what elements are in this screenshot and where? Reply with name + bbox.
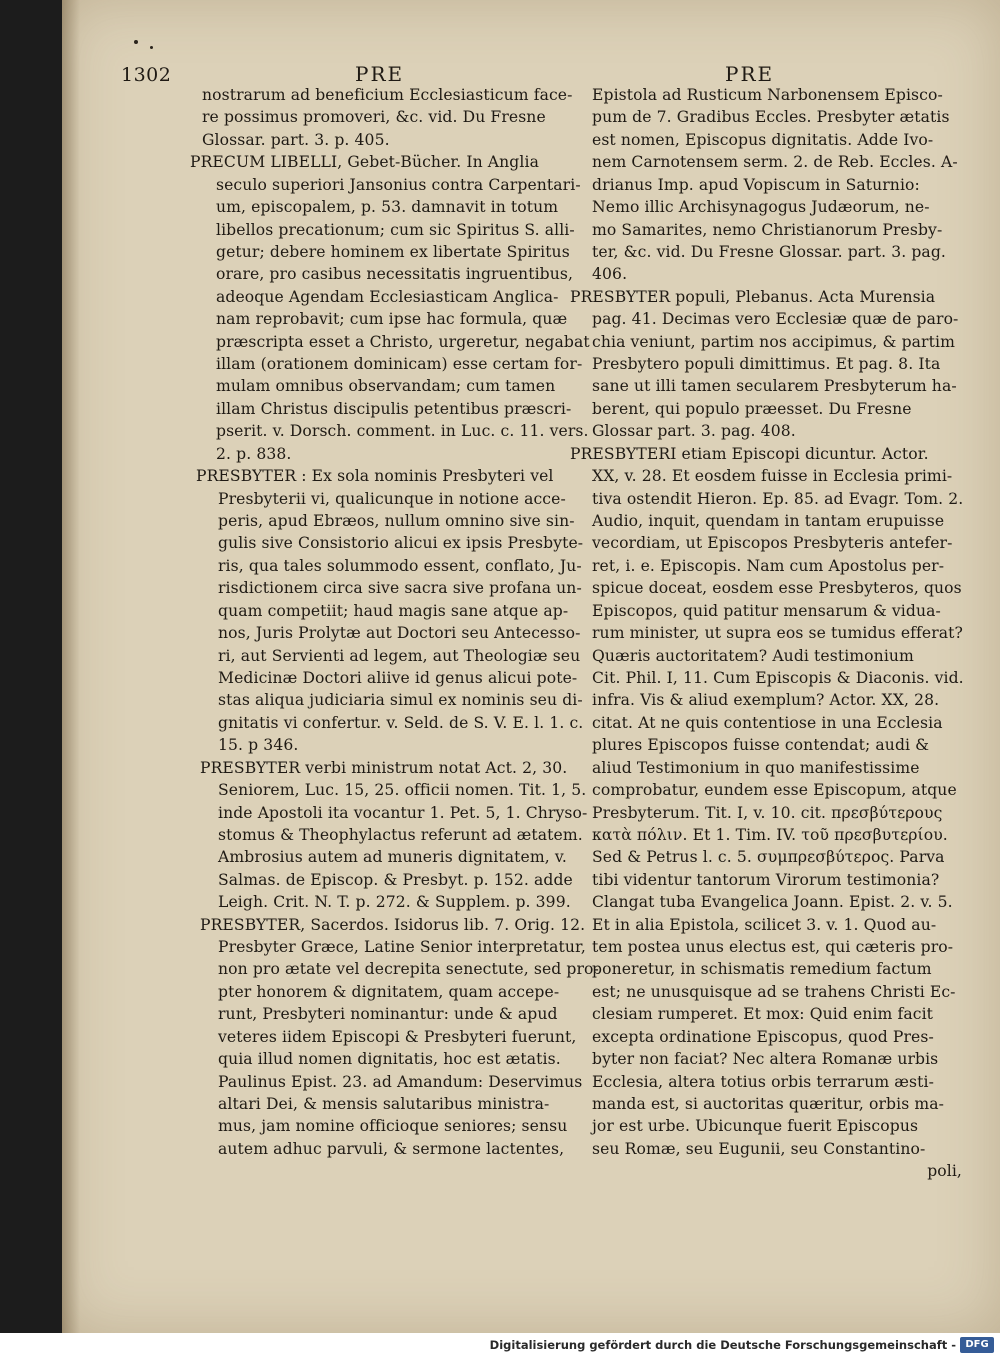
text-line: ri, aut Servienti ad legem, aut Theologiæ seu [218, 646, 581, 665]
text-line: PRESBYTER verbi ministrum notat Act. 2, 30. [200, 758, 568, 777]
text-line: Ambrosius autem ad muneris dignitatem, v. [218, 848, 567, 867]
text-line: poli, [927, 1162, 962, 1181]
text-line: nam reprobavit; cum ipse hac formula, quæ [216, 310, 568, 329]
text-line: rum minister, ut supra eos se tumidus efferat? [592, 624, 964, 643]
text-line: Glossar. part. 3. p. 405. [202, 130, 390, 149]
footer-credit-text: Digitalisierung gefördert durch die Deutsche Forschungsgemeinschaft - [489, 1338, 956, 1352]
text-line: manda est, si auctoritas quæritur, orbis ma- [592, 1094, 945, 1113]
text-line: Episcopos, quid patitur mensarum & vidua- [592, 601, 941, 620]
text-line: Sed & Petrus l. c. 5. συμπρεσβύτερος. Parva [592, 848, 945, 867]
text-line: præscripta esset a Christo, urgeretur, negabat [216, 332, 590, 351]
text-line: nem Carnotensem serm. 2. de Reb. Eccles. A- [592, 153, 958, 172]
text-line: XX, v. 28. Et eosdem fuisse in Ecclesia primi- [592, 467, 953, 486]
footer-bar [0, 1333, 1000, 1358]
text-line: Salmas. de Episcop. & Presbyt. p. 152. adde [218, 870, 573, 889]
text-line: drianus Imp. apud Vopiscum in Saturnio: [592, 175, 920, 194]
text-line: re possimus promoveri, &c. vid. Du Fresne [202, 108, 546, 127]
text-line: byter non faciat? Nec altera Romanæ urbis [592, 1050, 939, 1069]
text-line: vecordiam, ut Episcopos Presbyteris antefer- [592, 534, 953, 553]
text-line: berent, qui populo præesset. Du Fresne [592, 399, 912, 418]
text-line: κατὰ πόλιν. Et 1. Tim. IV. τοῦ πρεσβυτερίου. [592, 825, 948, 844]
text-line: PRESBYTER populi, Plebanus. Acta Murensia [570, 287, 936, 306]
text-line: 2. p. 838. [216, 444, 292, 463]
text-line: Quæris auctoritatem? Audi testimonium [592, 646, 914, 665]
text-line: getur; debere hominem ex libertate Spiritus [216, 242, 570, 261]
text-line: um, episcopalem, p. 53. damnavit in totum [216, 198, 559, 217]
text-line: tibi videntur tantorum Virorum testimonia? [592, 870, 940, 889]
text-line: ter, &c. vid. Du Fresne Glossar. part. 3. pag. [592, 242, 946, 261]
running-header-right: PRE [725, 62, 775, 86]
text-line: plures Episcopos fuisse contendat; audi & [592, 736, 930, 755]
text-line: est nomen, Episcopus dignitatis. Adde Ivo- [592, 130, 934, 149]
text-line: Leigh. Crit. N. T. p. 272. & Supplem. p. 399. [218, 893, 571, 912]
text-line: seu Romæ, seu Eugunii, seu Constantino- [592, 1139, 926, 1158]
text-line: Audio, inquit, quendam in tantam erupuisse [592, 512, 945, 531]
text-line: chia veniunt, partim nos accipimus, & partim [592, 332, 955, 351]
text-line: Presbyter Græce, Latine Senior interpretatur, [218, 938, 586, 957]
text-line: tiva ostendit Hieron. Ep. 85. ad Evagr. Tom. 2. [592, 489, 964, 508]
text-line: PRESBYTER : Ex sola nominis Presbyteri vel [196, 467, 554, 486]
text-line: citat. At ne quis contentiose in una Ecclesia [592, 713, 943, 732]
text-line: Presbyterii vi, qualicunque in notione acce- [218, 489, 566, 508]
text-line: seculo superiori Jansonius contra Carpentari- [216, 175, 581, 194]
text-line: Medicinæ Doctori aliive id genus alicui pote- [218, 668, 578, 687]
text-line: Clangat tuba Evangelica Joann. Epist. 2. v. 5. [592, 893, 953, 912]
text-line: illam (orationem dominicam) esse certam for- [216, 355, 583, 374]
text-line: risdictionem circa sive sacra sive profana un- [218, 579, 582, 598]
left-column [178, 84, 599, 1160]
text-line: pum de 7. Gradibus Eccles. Presbyter ætatis [592, 108, 950, 127]
text-line: illam Christus discipulis petentibus præscri- [216, 399, 572, 418]
text-line: PRECUM LIBELLI, Gebet-Bücher. In Anglia [190, 153, 539, 172]
text-line: PRESBYTERI etiam Episcopi dicuntur. Actor. [570, 444, 929, 463]
text-line: PRESBYTER, Sacerdos. Isidorus lib. 7. Orig. 12. [200, 915, 586, 934]
ink-speck [150, 46, 153, 49]
text-line: ris, qua tales solummodo essent, conflato, Ju- [218, 556, 582, 575]
text-line: ret, i. e. Episcopis. Nam cum Apostolus per- [592, 556, 945, 575]
dfg-logo: DFG [960, 1337, 994, 1353]
text-line: Ecclesia, altera totius orbis terrarum æsti- [592, 1072, 934, 1091]
text-line: Presbytero populi dimittimus. Et pag. 8. Ita [592, 355, 941, 374]
running-header-left: PRE [355, 62, 405, 86]
text-line: 15. p 346. [218, 736, 299, 755]
text-line: Paulinus Epist. 23. ad Amandum: Deservimus [218, 1072, 583, 1091]
text-line: peris, apud Ebræos, nullum omnino sive sin- [218, 512, 575, 531]
text-line: excepta ordinatione Episcopus, quod Pres- [592, 1027, 934, 1046]
text-line: orare, pro casibus necessitatis ingruentibus, [216, 265, 574, 284]
text-line: stas aliqua judiciaria simul ex nominis seu di- [218, 691, 583, 710]
text-line: pag. 41. Decimas vero Ecclesiæ quæ de paro- [592, 310, 959, 329]
text-line: runt, Presbyteri nominantur: unde & apud [218, 1005, 558, 1024]
text-line: gulis sive Consistorio alicui ex ipsis Presbyte- [218, 534, 584, 553]
text-line: comprobatur, eundem esse Episcopum, atque [592, 781, 957, 800]
page-edge-shadow [62, 0, 80, 1333]
text-line: 406. [592, 265, 628, 284]
text-line: quam competiit; haud magis sane atque ap- [218, 601, 569, 620]
right-column [570, 84, 964, 1183]
text-line: aliud Testimonium in quo manifestissime [592, 758, 920, 777]
text-line: poneretur, in schismatis remedium factum [592, 960, 932, 979]
text-line: nostrarum ad beneficium Ecclesiasticum face- [202, 86, 573, 104]
text-line: veteres iidem Episcopi & Presbyteri fuerunt, [218, 1027, 577, 1046]
text-line: spicue doceat, eosdem esse Presbyteros, quos [592, 579, 962, 598]
page-number: 1302 [121, 64, 172, 86]
text-line: inde Apostoli ita vocantur 1. Pet. 5, 1. Chryso- [218, 803, 588, 822]
text-line: non pro ætate vel decrepita senectute, sed pro- [218, 960, 599, 979]
text-line: Presbyterum. Tit. I, v. 10. cit. πρεσβύτερους [592, 803, 943, 822]
text-line: jor est urbe. Ubicunque fuerit Episcopus [592, 1117, 919, 1136]
text-line: adeoque Agendam Ecclesiasticam Anglica- [216, 287, 559, 306]
text-line: gnitatis vi confertur. v. Seld. de S. V. E. l. 1. c. [218, 713, 584, 732]
text-line: mo Samarites, nemo Christianorum Presby- [592, 220, 943, 239]
text-line: infra. Vis & aliud exemplum? Actor. XX, 28. [592, 691, 940, 710]
text-line: autem adhuc parvuli, & sermone lactentes, [218, 1139, 565, 1158]
text-line: altari Dei, & mensis salutaribus ministra- [218, 1094, 550, 1113]
text-line: Glossar part. 3. pag. 408. [592, 422, 796, 441]
text-line: sane ut illi tamen secularem Presbyterum ha- [592, 377, 957, 396]
text-line: clesiam rumperet. Et mox: Quid enim facit [592, 1005, 934, 1024]
text-line: est; ne unusquisque ad se trahens Christi Ec- [592, 982, 956, 1001]
text-line: Seniorem, Luc. 15, 25. officii nomen. Tit. 1, 5. [218, 781, 587, 800]
text-line: Epistola ad Rusticum Narbonensem Episco- [592, 86, 943, 104]
text-line: tem postea unus electus est, qui cæteris pro- [592, 938, 954, 957]
text-line: nos, Juris Prolytæ aut Doctori seu Antecesso- [218, 624, 581, 643]
text-line: quia illud nomen dignitatis, hoc est ætatis. [218, 1050, 561, 1069]
text-line: Nemo illic Archisynagogus Judæorum, ne- [592, 198, 930, 217]
ink-speck [134, 40, 138, 44]
text-line: mulam omnibus observandam; cum tamen [216, 377, 556, 396]
text-line: mus, jam nomine officioque seniores; sensu [218, 1117, 568, 1136]
text-line: pserit. v. Dorsch. comment. in Luc. c. 11. vers. [216, 422, 589, 441]
text-line: pter honorem & dignitatem, quam accepe- [218, 982, 560, 1001]
text-line: Cit. Phil. I, 11. Cum Episcopis & Diaconis. vid. [592, 668, 964, 687]
text-line: stomus & Theophylactus referunt ad ætatem. [218, 825, 583, 844]
text-line: Et in alia Epistola, scilicet 3. v. 1. Quod au- [592, 915, 937, 934]
text-line: libellos precationum; cum sic Spiritus S. alli- [216, 220, 575, 239]
